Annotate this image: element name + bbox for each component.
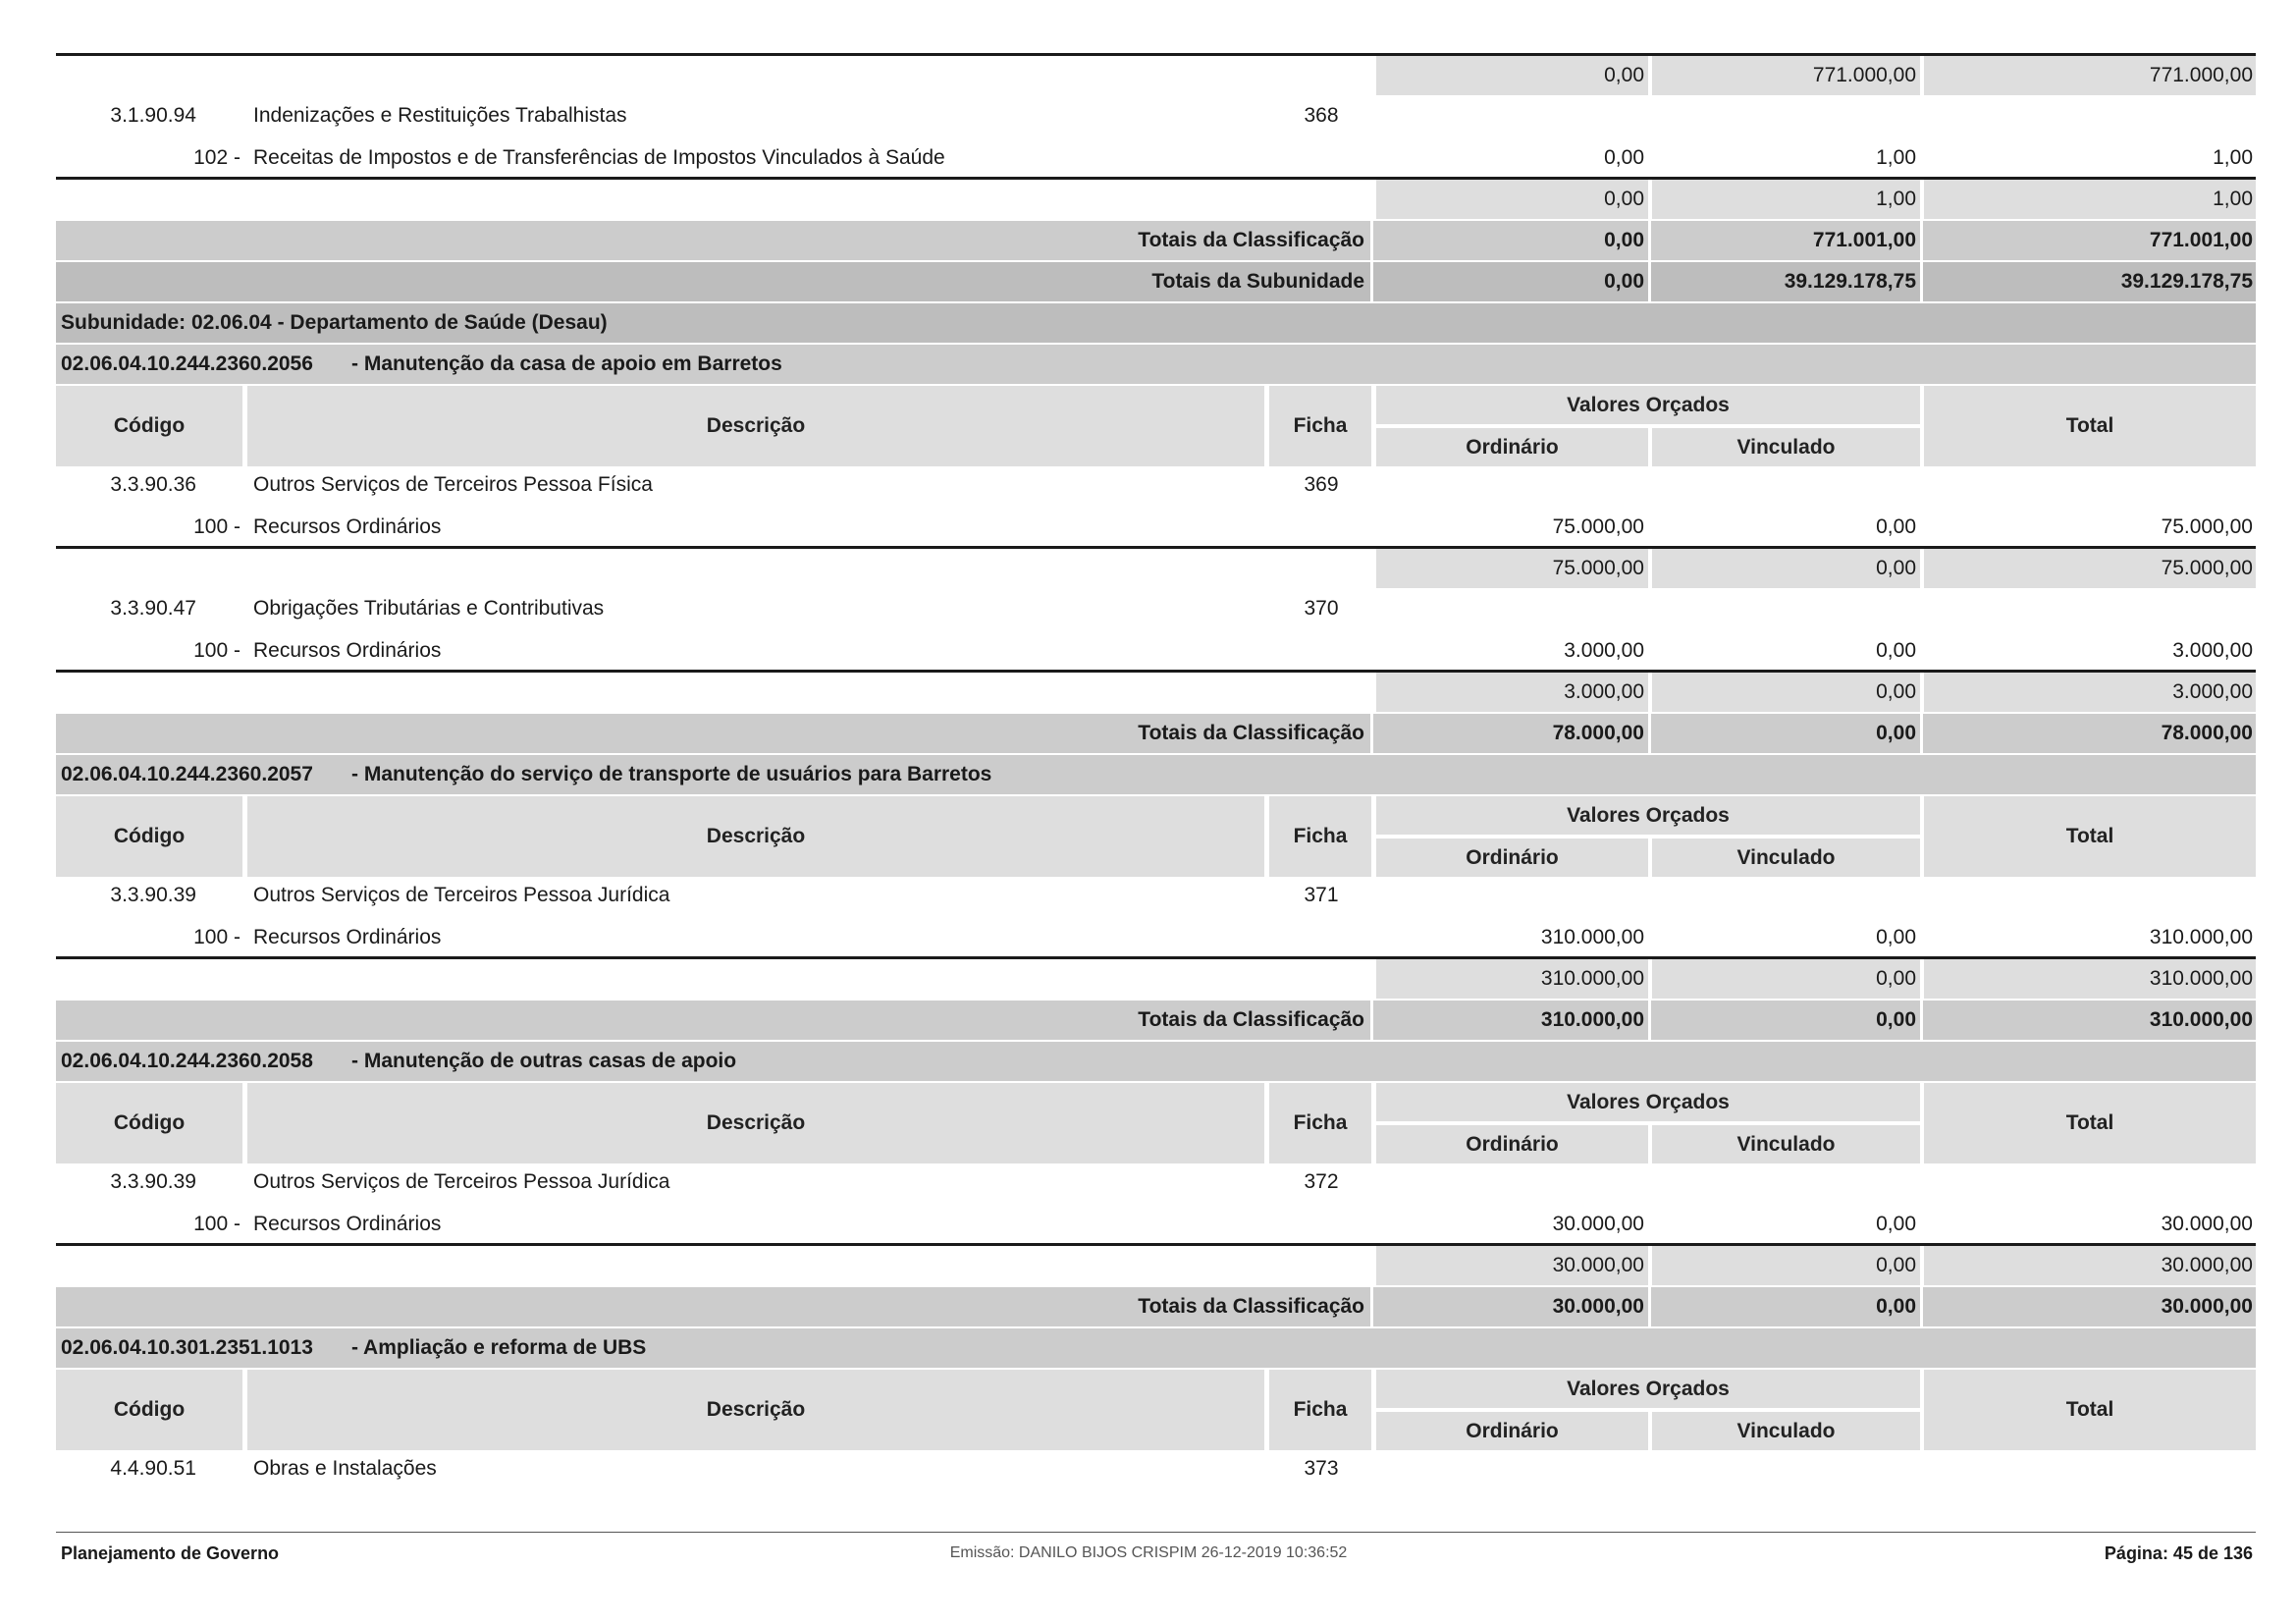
source-description: Receitas de Impostos e de Transferências de Impostos Vinculados à Saúde (253, 146, 945, 169)
totals-vinculado: 39.129.178,75 (1784, 270, 1916, 293)
source-total: 3.000,00 (2172, 639, 2253, 662)
section-title: - Manutenção de outras casas de apoio (351, 1050, 737, 1072)
totals-label: Totais da Subunidade (1151, 270, 1364, 293)
source-total: 30.000,00 (2161, 1213, 2253, 1235)
totals-total: 771.001,00 (2149, 229, 2253, 251)
subtotal-vinculado: 1,00 (1876, 188, 1916, 210)
source-code: 100 - (193, 1213, 240, 1235)
subtotal-ordinario: 30.000,00 (1552, 1254, 1644, 1276)
section-code: 02.06.04.10.244.2360.2057 (61, 763, 313, 785)
totals-label: Totais da Classificação (1138, 1008, 1364, 1031)
footer-center: Emissão: DANILO BIJOS CRISPIM 26-12-2019 10:36:52 (949, 1544, 1348, 1561)
source-vinculado: 0,00 (1876, 515, 1916, 538)
source-vinculado: 0,00 (1876, 639, 1916, 662)
totals-vinculado: 0,00 (1876, 1008, 1916, 1031)
header-total: Total (1924, 386, 2256, 466)
section-title: - Ampliação e reforma de UBS (351, 1336, 647, 1359)
header-descricao: Descrição (247, 1370, 1264, 1450)
source-ordinario: 0,00 (1604, 146, 1644, 169)
item-ficha: 372 (1304, 1170, 1339, 1193)
header-vinculado: Vinculado (1652, 839, 1920, 877)
item-ficha: 371 (1304, 884, 1339, 906)
totals-vinculado: 771.001,00 (1812, 229, 1916, 251)
header-ordinario: Ordinário (1376, 839, 1648, 877)
footer-divider (56, 1532, 2256, 1533)
subtotal-total: 771.000,00 (2149, 64, 2253, 86)
item-description: Outros Serviços de Terceiros Pessoa Física (253, 473, 653, 496)
header-codigo: Código (56, 1370, 242, 1450)
subtotal-ordinario: 0,00 (1604, 64, 1644, 86)
source-ordinario: 310.000,00 (1540, 926, 1644, 948)
item-description: Obrigações Tributárias e Contributivas (253, 597, 605, 620)
header-ficha: Ficha (1269, 386, 1371, 466)
header-total: Total (1924, 1083, 2256, 1163)
header-ordinario: Ordinário (1376, 428, 1648, 466)
header-descricao: Descrição (247, 1083, 1264, 1163)
source-description: Recursos Ordinários (253, 1213, 442, 1235)
subtotal-ordinario: 0,00 (1604, 188, 1644, 210)
source-vinculado: 0,00 (1876, 1213, 1916, 1235)
totals-total: 78.000,00 (2161, 722, 2253, 744)
subtotal-vinculado: 0,00 (1876, 967, 1916, 990)
totals-total: 39.129.178,75 (2120, 270, 2253, 293)
item-description: Outros Serviços de Terceiros Pessoa Jurídica (253, 1170, 670, 1193)
item-code: 3.3.90.47 (110, 597, 196, 620)
subtotal-total: 75.000,00 (2161, 557, 2253, 579)
source-code: 100 - (193, 639, 240, 662)
subtotal-vinculado: 771.000,00 (1812, 64, 1916, 86)
subtotal-vinculado: 0,00 (1876, 1254, 1916, 1276)
subunidade-title: Subunidade: 02.06.04 - Departamento de Saúde (Desau) (61, 311, 608, 334)
item-code: 3.3.90.36 (110, 473, 196, 496)
item-code: 4.4.90.51 (110, 1457, 196, 1480)
item-description: Outros Serviços de Terceiros Pessoa Jurídica (253, 884, 670, 906)
subtotal-total: 3.000,00 (2172, 680, 2253, 703)
header-codigo: Código (56, 796, 242, 877)
source-ordinario: 3.000,00 (1564, 639, 1644, 662)
header-codigo: Código (56, 1083, 242, 1163)
header-descricao: Descrição (247, 386, 1264, 466)
totals-label: Totais da Classificação (1138, 1295, 1364, 1318)
source-description: Recursos Ordinários (253, 639, 442, 662)
totals-ordinario: 310.000,00 (1540, 1008, 1644, 1031)
item-description: Obras e Instalações (253, 1457, 437, 1480)
source-description: Recursos Ordinários (253, 515, 442, 538)
source-total: 1,00 (2213, 146, 2253, 169)
header-total: Total (1924, 796, 2256, 877)
section-title: - Manutenção da casa de apoio em Barretos (351, 352, 782, 375)
totals-ordinario: 0,00 (1604, 229, 1644, 251)
source-code: 100 - (193, 515, 240, 538)
totals-total: 310.000,00 (2149, 1008, 2253, 1031)
subtotal-vinculado: 0,00 (1876, 680, 1916, 703)
header-codigo: Código (56, 386, 242, 466)
totals-vinculado: 0,00 (1876, 1295, 1916, 1318)
header-valores-orcados: Valores Orçados (1376, 796, 1920, 835)
header-vinculado: Vinculado (1652, 1412, 1920, 1450)
source-code: 102 - (193, 146, 240, 169)
item-ficha: 373 (1304, 1457, 1339, 1480)
header-valores-orcados: Valores Orçados (1376, 1370, 1920, 1408)
item-code: 3.1.90.94 (110, 104, 196, 127)
header-ficha: Ficha (1269, 1083, 1371, 1163)
item-ficha: 368 (1304, 104, 1339, 127)
item-code: 3.3.90.39 (110, 1170, 196, 1193)
item-ficha: 369 (1304, 473, 1339, 496)
totals-total: 30.000,00 (2161, 1295, 2253, 1318)
source-vinculado: 1,00 (1876, 146, 1916, 169)
subtotal-total: 310.000,00 (2149, 967, 2253, 990)
header-ordinario: Ordinário (1376, 1125, 1648, 1163)
source-total: 310.000,00 (2149, 926, 2253, 948)
header-descricao: Descrição (247, 796, 1264, 877)
section-code: 02.06.04.10.244.2360.2056 (61, 352, 313, 375)
subtotal-total: 1,00 (2213, 188, 2253, 210)
source-code: 100 - (193, 926, 240, 948)
section-code: 02.06.04.10.244.2360.2058 (61, 1050, 313, 1072)
source-ordinario: 30.000,00 (1552, 1213, 1644, 1235)
totals-ordinario: 78.000,00 (1552, 722, 1644, 744)
totals-vinculado: 0,00 (1876, 722, 1916, 744)
header-total: Total (1924, 1370, 2256, 1450)
footer-left: Planejamento de Governo (61, 1543, 280, 1563)
subtotal-total: 30.000,00 (2161, 1254, 2253, 1276)
header-ordinario: Ordinário (1376, 1412, 1648, 1450)
header-valores-orcados: Valores Orçados (1376, 386, 1920, 424)
header-ficha: Ficha (1269, 796, 1371, 877)
subtotal-vinculado: 0,00 (1876, 557, 1916, 579)
totals-label: Totais da Classificação (1138, 722, 1364, 744)
subtotal-ordinario: 3.000,00 (1564, 680, 1644, 703)
header-ficha: Ficha (1269, 1370, 1371, 1450)
item-code: 3.3.90.39 (110, 884, 196, 906)
source-total: 75.000,00 (2161, 515, 2253, 538)
subtotal-ordinario: 75.000,00 (1552, 557, 1644, 579)
source-description: Recursos Ordinários (253, 926, 442, 948)
item-description: Indenizações e Restituições Trabalhistas (253, 104, 627, 127)
header-valores-orcados: Valores Orçados (1376, 1083, 1920, 1121)
subtotal-ordinario: 310.000,00 (1540, 967, 1644, 990)
section-code: 02.06.04.10.301.2351.1013 (61, 1336, 313, 1359)
header-vinculado: Vinculado (1652, 428, 1920, 466)
totals-ordinario: 0,00 (1604, 270, 1644, 293)
item-ficha: 370 (1304, 597, 1339, 620)
footer-right: Página: 45 de 136 (2104, 1543, 2253, 1563)
totals-label: Totais da Classificação (1138, 229, 1364, 251)
source-vinculado: 0,00 (1876, 926, 1916, 948)
totals-ordinario: 30.000,00 (1552, 1295, 1644, 1318)
section-title: - Manutenção do serviço de transporte de usuários para Barretos (351, 763, 992, 785)
source-ordinario: 75.000,00 (1552, 515, 1644, 538)
header-vinculado: Vinculado (1652, 1125, 1920, 1163)
